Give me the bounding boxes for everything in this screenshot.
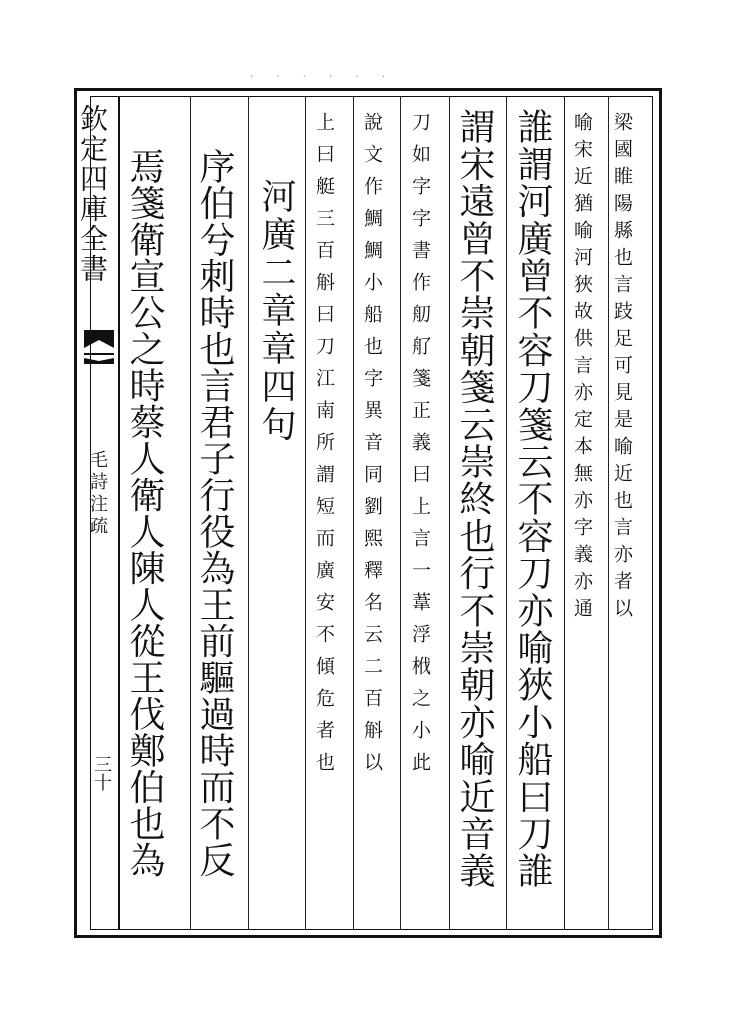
text-column: 說文作鯛鯛小船也字異音同劉熙釋名云二百斛以 (361, 112, 383, 784)
text-column: 梁國睢陽縣也言跂足可見是喻近也言亦者以 (611, 112, 633, 625)
column-divider (400, 96, 401, 930)
band-subtitle: 毛詩注疏 (87, 450, 108, 538)
column-divider (449, 96, 450, 930)
page-number: 三十 (91, 755, 112, 791)
text-column: 上曰艇三百斛曰刀江南所謂短而廣安不傾危者也 (313, 112, 335, 784)
text-column: 焉箋衛宣公之時蔡人衛人陳人從王伐鄭伯也為 (124, 148, 165, 878)
column-divider (305, 96, 306, 930)
text-column: 序伯兮刺時也言君子行役為王前驅過時而不反 (194, 148, 235, 878)
margin-divider (118, 96, 120, 930)
column-divider (248, 96, 249, 930)
top-dots: · · · · · · (250, 72, 395, 83)
text-column: 河廣二章章四句 (256, 178, 296, 444)
column-divider (190, 96, 191, 930)
column-divider (353, 96, 354, 930)
text-column: 謂宋遠曾不崇朝箋云崇終也行不崇朝亦喻近音義 (454, 108, 495, 890)
text-column: 刀如字字書作舠䑠箋正義曰上言一葦浮栰之小此 (409, 112, 431, 784)
fishtail-mark-icon (84, 330, 114, 364)
text-column: 誰謂河廣曾不容刀箋云不容刀亦喻狹小船曰刀誰 (512, 108, 553, 890)
column-divider (506, 96, 507, 930)
text-column: 喻宋近猶喻河狹故供言亦定本無亦字義亦通 (571, 112, 593, 625)
column-divider (608, 96, 609, 930)
band-title: 欽定四庫全書 (76, 104, 109, 284)
column-divider (564, 96, 565, 930)
